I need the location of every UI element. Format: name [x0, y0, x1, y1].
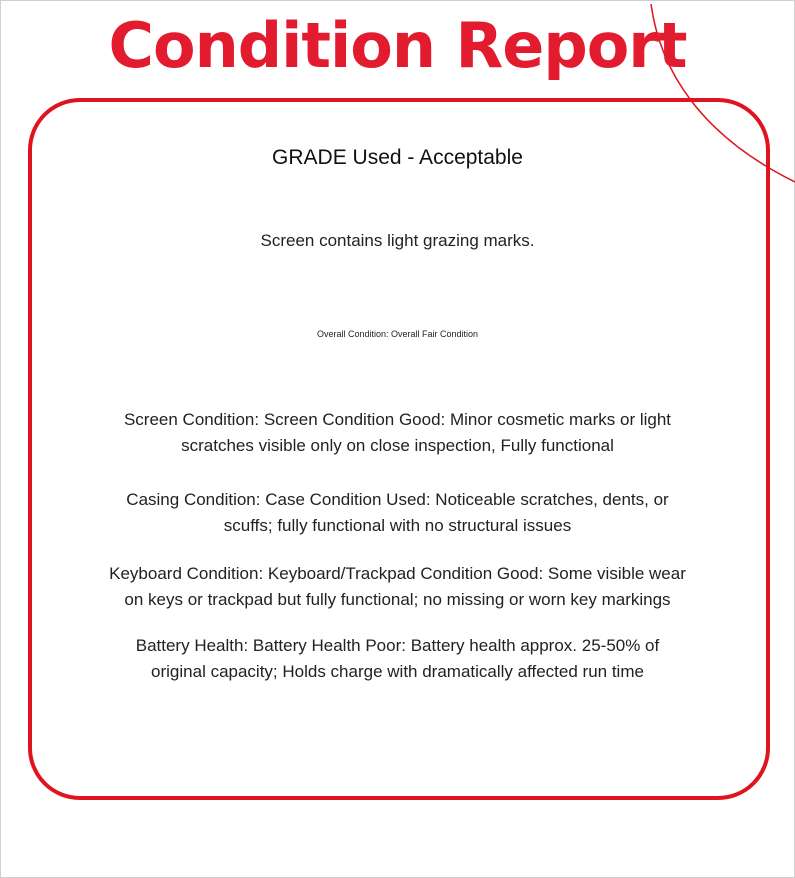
keyboard-condition-line-2: on keys or trackpad but fully functional; no missing or worn key markings	[124, 590, 671, 609]
battery-health-line-2: original capacity; Holds charge with dramatically affected run time	[151, 662, 644, 681]
keyboard-condition	[60, 561, 735, 613]
report-title: Condition Report	[108, 9, 687, 82]
grade-heading: GRADE Used - Acceptable	[272, 146, 523, 169]
overall-condition: Overall Condition: Overall Fair Condition	[316, 329, 479, 339]
condition-summary: Screen contains light grazing marks.	[260, 231, 535, 250]
screen-condition	[60, 407, 735, 459]
casing-condition	[60, 487, 735, 539]
keyboard-condition-line-1: Keyboard Condition: Keyboard/Trackpad Condition Good: Some visible wear	[109, 564, 686, 583]
screen-condition-line-2: scratches visible only on close inspection, Fully functional	[181, 436, 614, 455]
casing-condition-line-1: Casing Condition: Case Condition Used: Noticeable scratches, dents, or	[126, 490, 669, 509]
screen-condition-line-1: Screen Condition: Screen Condition Good: Minor cosmetic marks or light	[123, 410, 672, 429]
battery-health	[60, 633, 735, 685]
casing-condition-line-2: scuffs; fully functional with no structural issues	[223, 516, 572, 535]
battery-health-line-1: Battery Health: Battery Health Poor: Battery health approx. 25-50% of	[135, 636, 660, 655]
